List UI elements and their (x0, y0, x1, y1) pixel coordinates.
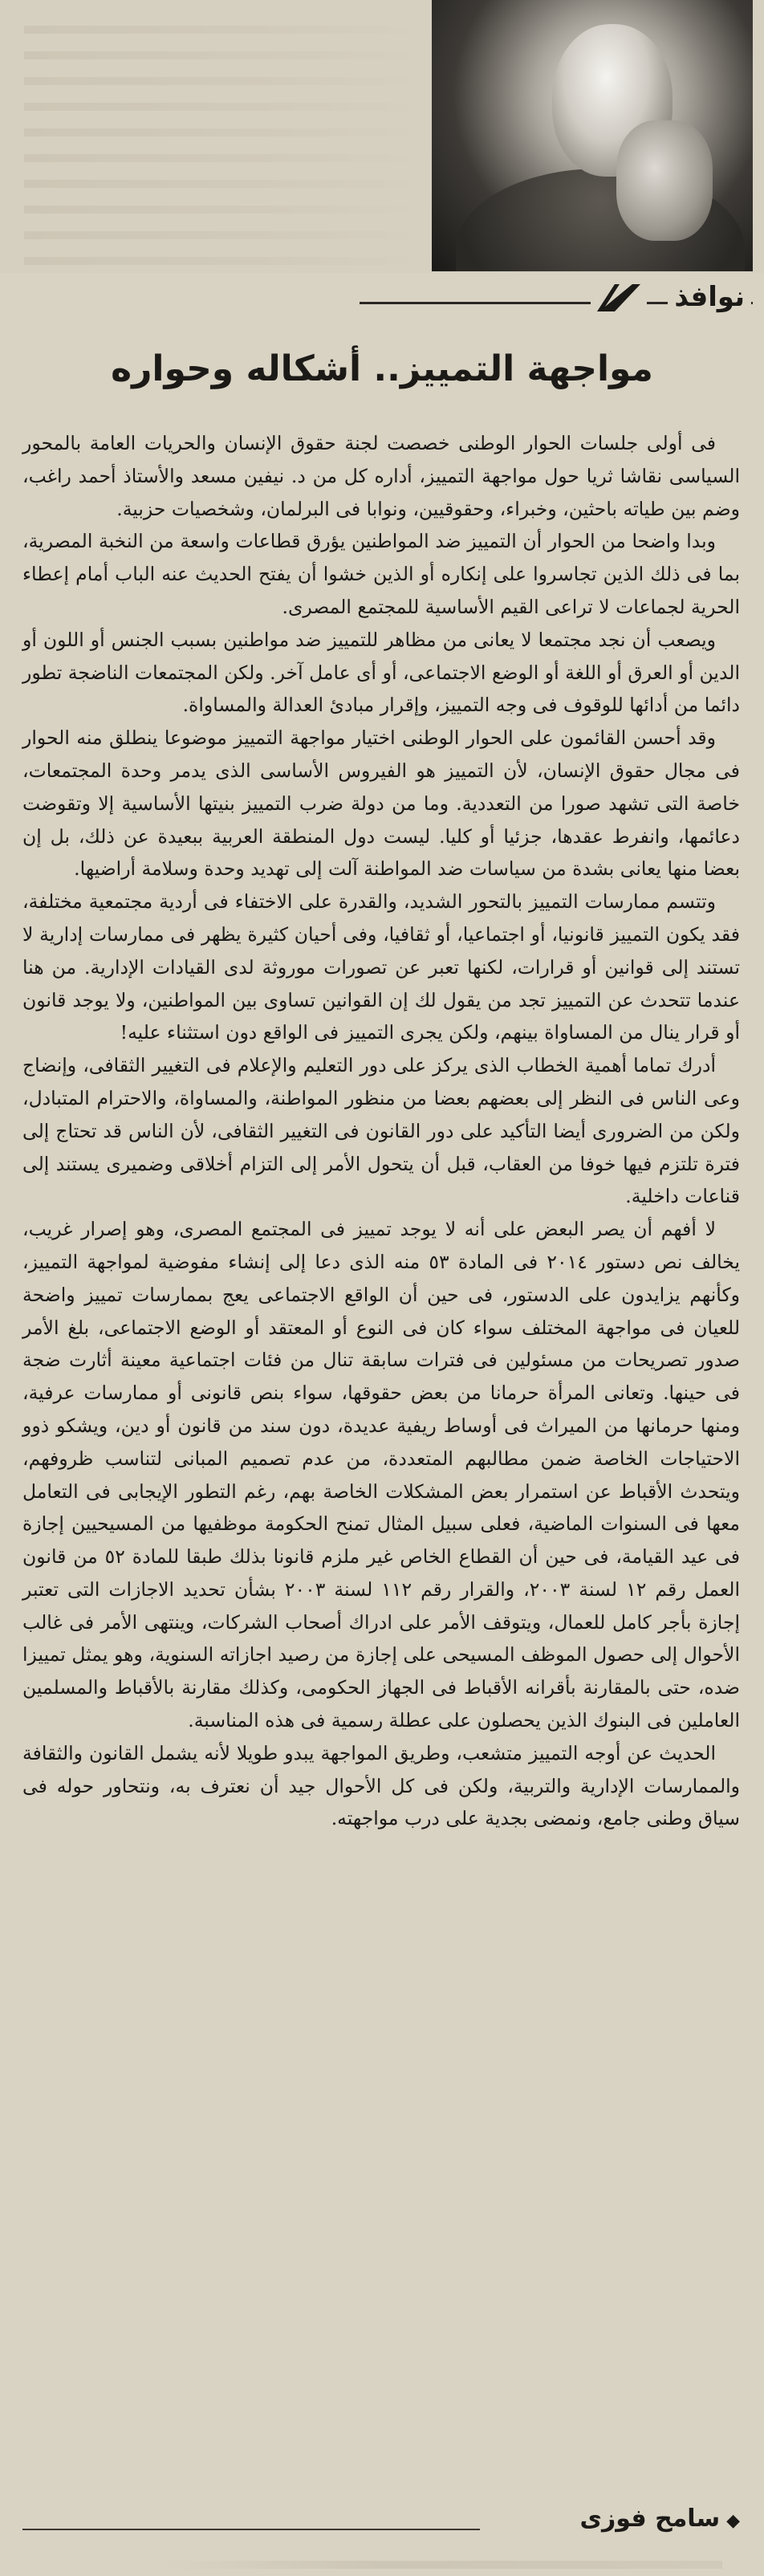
article-paragraph: الحديث عن أوجه التمييز متشعب، وطريق المواجهة يبدو طويلا لأنه يشمل القانون والثقافة والممارسات الإدارية والتربية، ولكن فى كل الأحوال جيد أن نعترف به، ونتحاور حوله فى سياق وطنى جامع، ونمضى بجدية على درب مواجهته. (22, 1741, 740, 1830)
author-name: سامح فوزى (579, 2505, 721, 2533)
faded-text-lines (24, 8, 425, 283)
article-paragraph: وقد أحسن القائمون على الحوار الوطنى اختيار مواجهة التمييز موضوعا ينطلق منه الحوار فى مجال حقوق الإنسان، لأن التمييز هو الفيروس الأساسى الذى يدمر وحدة المجتمعات، خاصة التى تشهد صورا من التعددية. وما من دولة ضرب التمييز بنيتها الأساسية إلا وتقوضت دعائمها، وانفرط عقدها، جزئيا أو كليا. ليست دول المنطقة العربية ببعيدة عن ذلك، بل إن بعضا منها يعانى بشدة من سياسات ضد المواطنة آلت إلى تهديد وحدة وسلامة أراضيها. (22, 726, 740, 881)
author-rule (22, 2529, 480, 2530)
section-logo-mark-icon (591, 279, 647, 315)
author-diamond-icon: ◆ (726, 2511, 740, 2531)
next-article-fragment (161, 2561, 722, 2569)
article-title: مواجهة التمييز.. أشكاله وحواره (111, 348, 653, 389)
article-body (22, 427, 740, 1835)
article-paragraph: لا أفهم أن يصر البعض على أنه لا يوجد تمييز فى المجتمع المصرى، وهو إصرار غريب، يخالف نص دستور ٢٠١٤ فى المادة ٥٣ منه الذى دعا إلى إنشاء مفوضية لمواجهة التمييز، وكأنهم يزايدون على الدستور، فى حين أن الواقع الاجتماعى يعج بممارسات تمييز واضحة للعيان فى مواجهة المختلف سواء كان فى النوع أو المعتقد أو الوضع الاجتماعى، بلغ الأمر صدور تصريحات من مسئولين فى فترات سابقة تنال من فئات اجتماعية معينة أثارت ضجة فى حينها. وتعانى المرأة حرمانا من بعض حقوقها، سواء بنص قانونى أو ممارسات عرفية، ومنها حرمانها من الميراث فى أوساط ريفية عديدة، دون سند من قانون أو دين، ويشكو ذوو الاحتياجات الخاصة ضمن مطالبهم المتعددة، من عدم تصميم المبانى لتناسب ظروفهم، ويتحدث الأقباط عن استمرار بعض المشكلات الخاصة بهم، رغم التطور الإيجابى فى التعامل معها فى السنوات الماضية، فعلى سبيل المثال تمنح الحكومة موظفيها من المسيحيين إجازة فى عيد القيامة، فى حين أن القطاع الخاص غير ملزم قانونا بذلك طبقا للمادة ٥٢ من قانون العمل رقم ١٢ لسنة ٢٠٠٣، والقرار رقم ١١٢ لسنة ٢٠٠٣ بشأن تحديد الاجازات التى تعتبر إجازة بأجر كامل للعمال، ويتوقف الأمر على ادراك أصحاب الشركات، وينتهى الأمر فى غالب الأحوال إلى حصول الموظف المسيحى على إجازة من رصيد اجازاته السنوية، وهو يمثل تمييزا ضده، حتى بالمقارنة بأقرانه الأقباط فى الجهاز الحكومى، وكذلك مقارنة بالأقباط والمسلمين العاملين فى البنوك الذين يحصلون على عطلة رسمية فى هذه المناسبة. (22, 1218, 741, 1732)
article-paragraph: أدرك تماما أهمية الخطاب الذى يركز على دور التعليم والإعلام فى التغيير الثقافى، وإنضاج وعى الناس فى النظر إلى بعضهم بعضا من منظور المواطنة، والمساواة، والاحترام المتبادل، ولكن من الضرورى أيضا التأكيد على دور القانون فى التغيير الثقافى، لأن الناس قد تحتاج إلى فترة تلتزم فيها خوفا من العقاب، قبل أن يتحول الأمر إلى التزام أخلاقى وضميرى يستند إلى قناعات داخلية. (22, 1054, 740, 1208)
section-logo: نوافذ (668, 281, 751, 313)
article-paragraph: وبدا واضحا من الحوار أن التمييز ضد المواطنين يؤرق قطاعات واسعة من النخبة المصرية، بما فى ذلك الذين تجاسروا على إنكاره أو الذين خشوا أن يفتح الحديث عنه الباب أمام إعطاء الحرية لجماعات لا تراعى القيم الأساسية للمجتمع المصرى. (22, 530, 740, 618)
article-paragraph: فى أولى جلسات الحوار الوطنى خصصت لجنة حقوق الإنسان والحريات العامة بالمحور السياسى نقاشا ثريا حول مواجهة التمييز، أداره كل من د. نيفين مسعد والأستاذ أحمد راغب، وضم بين طياته باحثين، وخبراء، وحقوقيين، ونوابا فى البرلمان، وشخصيات حزبية. (22, 432, 740, 520)
section-header (352, 279, 753, 324)
article-paragraph: ويصعب أن نجد مجتمعا لا يعانى من مظاهر للتمييز ضد مواطنين بسبب الجنس أو اللون أو الدين أو العرق أو اللغة أو الوضع الاجتماعى، أو أى عامل آخر. ولكن المجتمعات الناضجة تطور دائما من أدائها للوقوف فى وجه التمييز، وإقرار مبادئ العدالة والمساواة. (22, 628, 740, 717)
article-paragraph: وتتسم ممارسات التمييز بالتحور الشديد، والقدرة على الاختفاء فى أردية مجتمعية مختلفة، فقد يكون التمييز قانونيا، أو اجتماعيا، أو ثقافيا، وفى أحيان كثيرة يظهر فى ممارسات إدارية لا تستند إلى قوانين أو قرارات، لكنها تعبر عن تصورات موروثة لدى القيادات الإدارية. من هنا عندما تتحدث عن التمييز تجد من يقول لك إن القوانين تساوى بين المواطنين، ولا يوجد قانون أو قرار ينال من المساواة بينهم، ولكن يجرى التمييز فى الواقع دون استثناء عليه! (22, 890, 740, 1044)
author-signature (579, 2505, 740, 2545)
author-photo (432, 0, 753, 271)
